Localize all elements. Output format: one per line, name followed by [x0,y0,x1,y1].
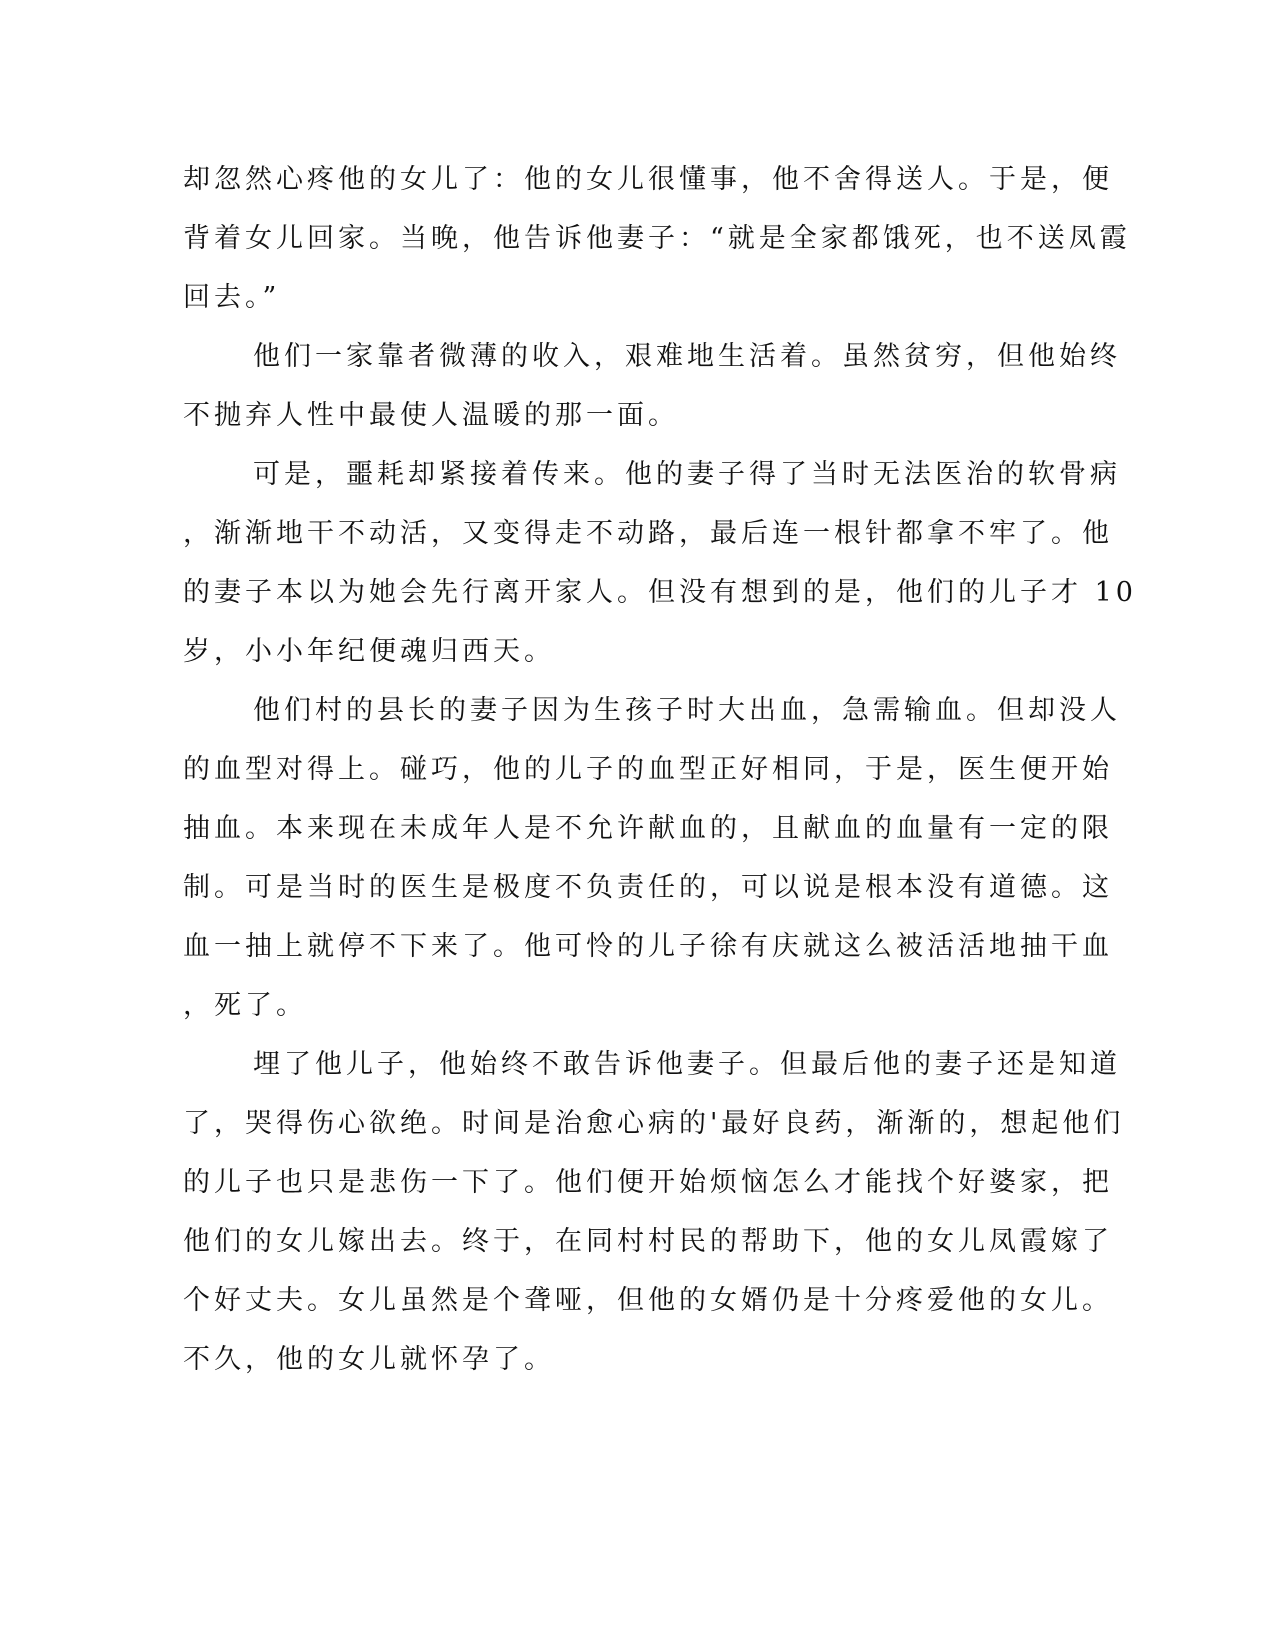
text-line: 的血型对得上。碰巧，他的儿子的血型正好相同，于是，医生便开始 [183,754,1113,785]
text-line: 可是，噩耗却紧接着传来。他的妻子得了当时无法医治的软骨病 [253,459,1121,490]
text-line: 埋了他儿子，他始终不敢告诉他妻子。但最后他的妻子还是知道 [253,1049,1121,1080]
text-line: 他们村的县长的妻子因为生孩子时大出血，急需输血。但却没人 [253,695,1121,726]
text-line: 的儿子也只是悲伤一下了。他们便开始烦恼怎么才能找个好婆家，把 [183,1167,1113,1198]
text-line: 不久，他的女儿就怀孕了。 [183,1344,555,1375]
text-line: 的妻子本以为她会先行离开家人。但没有想到的是，他们的儿子才 10 [183,577,1137,608]
text-line: ，渐渐地干不动活，又变得走不动路，最后连一根针都拿不牢了。他 [183,518,1113,549]
text-line: 回去。” [183,282,281,313]
text-line: 背着女儿回家。当晚，他告诉他妻子：“就是全家都饿死，也不送凤霞 [183,223,1131,254]
text-line: 制。可是当时的医生是极度不负责任的，可以说是根本没有道德。这 [183,872,1113,903]
text-line: 不抛弃人性中最使人温暖的那一面。 [183,400,679,431]
text-line: 了，哭得伤心欲绝。时间是治愈心病的'最好良药，渐渐的，想起他们 [183,1108,1125,1139]
text-line: 个好丈夫。女儿虽然是个聋哑，但他的女婿仍是十分疼爱他的女儿。 [183,1285,1113,1316]
text-line: 血一抽上就停不下来了。他可怜的儿子徐有庆就这么被活活地抽干血 [183,931,1113,962]
text-line: 岁，小小年纪便魂归西天。 [183,636,555,667]
text-line: 他们一家靠者微薄的收入，艰难地生活着。虽然贫穷，但他始终 [253,341,1121,372]
text-line: 却忽然心疼他的女儿了：他的女儿很懂事，他不舍得送人。于是，便 [183,164,1113,195]
text-line: 抽血。本来现在未成年人是不允许献血的，且献血的血量有一定的限 [183,813,1113,844]
text-line: ，死了。 [183,990,307,1021]
text-line: 他们的女儿嫁出去。终于，在同村村民的帮助下，他的女儿凤霞嫁了 [183,1226,1113,1257]
